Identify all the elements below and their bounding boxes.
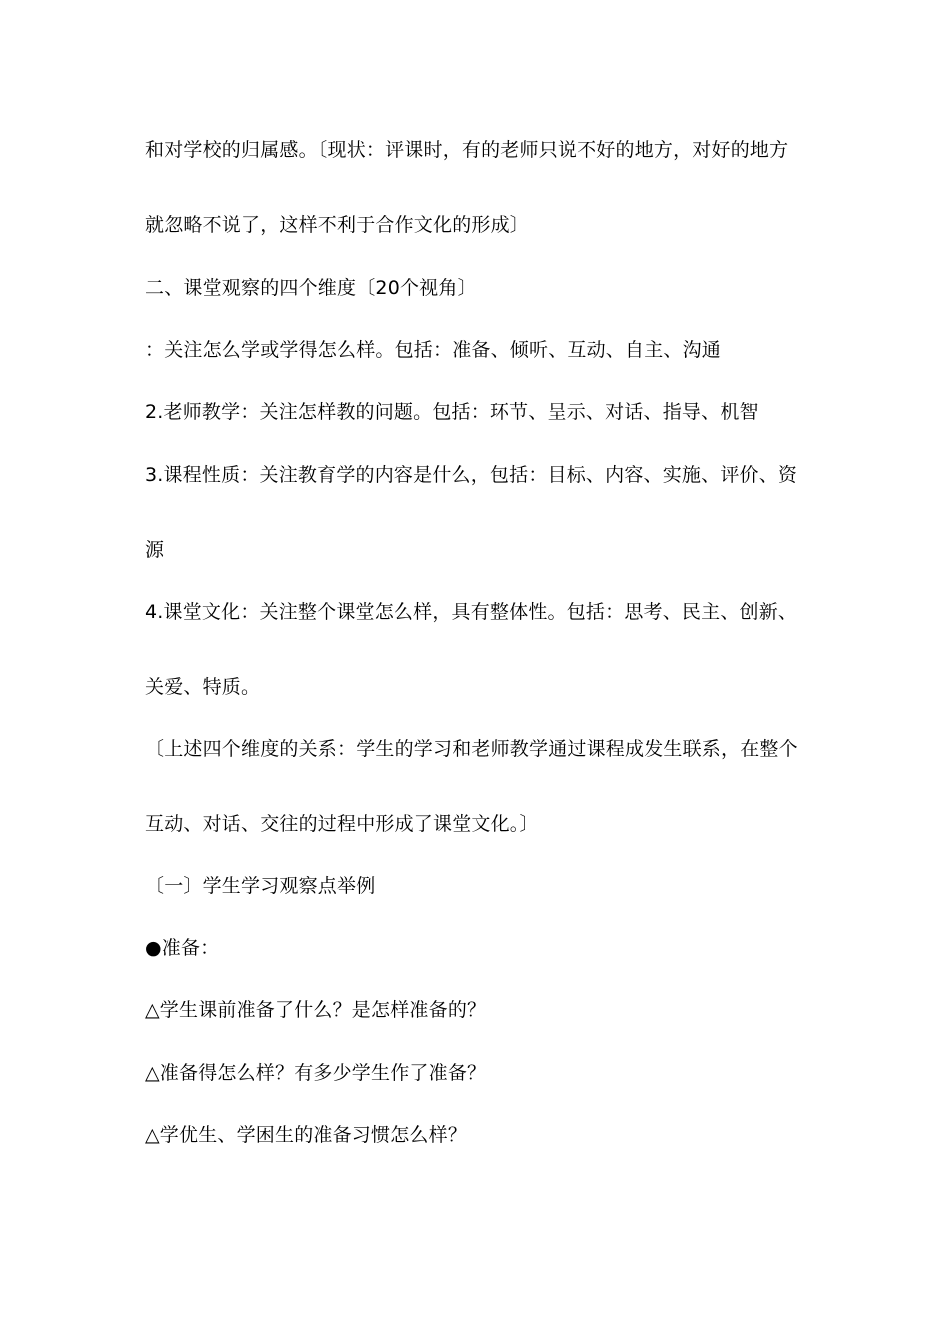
paragraph-line: 〔上述四个维度的关系：学生的学习和老师教学通过课程成发生联系，在整个 — [145, 738, 798, 760]
question-item: △准备得怎么样？有多少学生作了准备？ — [145, 1062, 487, 1084]
list-item: 2.老师教学：关注怎样教的问题。包括：环节、呈示、对话、指导、机智 — [145, 401, 759, 423]
list-item: ：关注怎么学或学得怎么样。包括：准备、倾听、互动、自主、沟通 — [145, 339, 722, 361]
list-item-continuation: 源 — [145, 539, 165, 561]
list-item-continuation: 关爱、特质。 — [145, 676, 261, 698]
list-item: 3.课程性质：关注教育学的内容是什么，包括：目标、内容、实施、评价、资 — [145, 464, 798, 486]
question-item: △学生课前准备了什么？是怎样准备的？ — [145, 999, 487, 1021]
question-item: △学优生、学困生的准备习惯怎么样？ — [145, 1124, 468, 1146]
list-item: 4.课堂文化：关注整个课堂怎么样，具有整体性。包括：思考、民主、创新、 — [145, 601, 798, 623]
section-heading: 二、课堂观察的四个维度〔20个视角〕 — [145, 277, 477, 299]
bullet-heading: ●准备： — [145, 937, 220, 959]
paragraph-line: 和对学校的归属感。〔现状：评课时，有的老师只说不好的地方，对好的地方 — [145, 139, 789, 161]
paragraph-line: 互动、对话、交往的过程中形成了课堂文化。〕 — [145, 813, 539, 835]
subsection-heading: 〔一〕学生学习观察点举例 — [145, 875, 376, 897]
paragraph-line: 就忽略不说了，这样不利于合作文化的形成〕 — [145, 214, 530, 236]
